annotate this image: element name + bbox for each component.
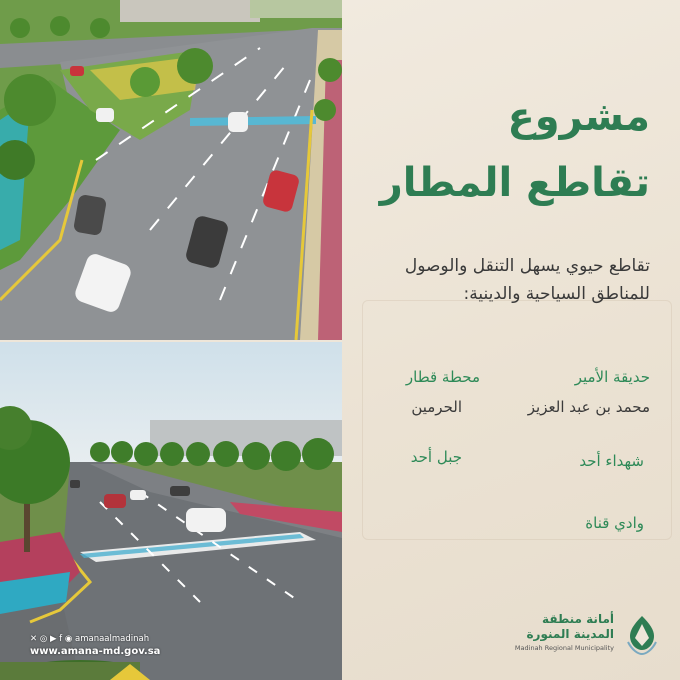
- destination-park-line2: محمد بن عبد العزيز: [527, 398, 650, 416]
- destination-park-line1: [575, 368, 650, 386]
- social-handle: [30, 634, 149, 644]
- decorative-frame: [362, 300, 672, 540]
- social-handle-text: amanaalmadinah: [75, 634, 150, 644]
- website-link[interactable]: www.amana-md.gov.sa: [30, 646, 161, 657]
- destination-station-line1: [406, 368, 480, 386]
- destination-wadi: [585, 514, 644, 532]
- destination-uhud-label: جبل أحد: [410, 448, 462, 466]
- destination-station-label: محطة قطار: [405, 368, 480, 386]
- destination-shuhada-label: شهداء أحد: [579, 452, 644, 470]
- logo-emblem-icon: [620, 612, 664, 656]
- social-icons: ✕ ◎ ▶ f ◉: [30, 634, 75, 644]
- aerial-render-svg: [0, 0, 342, 340]
- street-render-svg: [0, 342, 342, 680]
- street-render-image: [0, 342, 342, 680]
- project-title-line2: تقاطع المطار: [379, 160, 650, 206]
- logo-text-line2: المدينة المنورة: [526, 627, 614, 641]
- destination-station-line2: الحرمين: [411, 398, 462, 416]
- municipality-logo-icon: [620, 612, 664, 656]
- project-title-line1: مشروع: [507, 94, 650, 140]
- aerial-render-image: [0, 0, 342, 340]
- logo-text-line1: أمانة منطقة: [542, 612, 614, 626]
- destination-uhud: [411, 448, 462, 466]
- description-line2: للمناطق السياحية والدينية:: [463, 284, 650, 304]
- destination-shuhada: [579, 452, 644, 470]
- description-line1: تقاطع حيوي يسهل التنقل والوصول: [404, 256, 650, 276]
- logo-text-english: Madinah Regional Municipality: [514, 644, 614, 652]
- destination-wadi-label: وادي قناة: [585, 514, 644, 532]
- destination-park-label: حديقة الأمير: [574, 368, 650, 386]
- project-description: [360, 252, 650, 308]
